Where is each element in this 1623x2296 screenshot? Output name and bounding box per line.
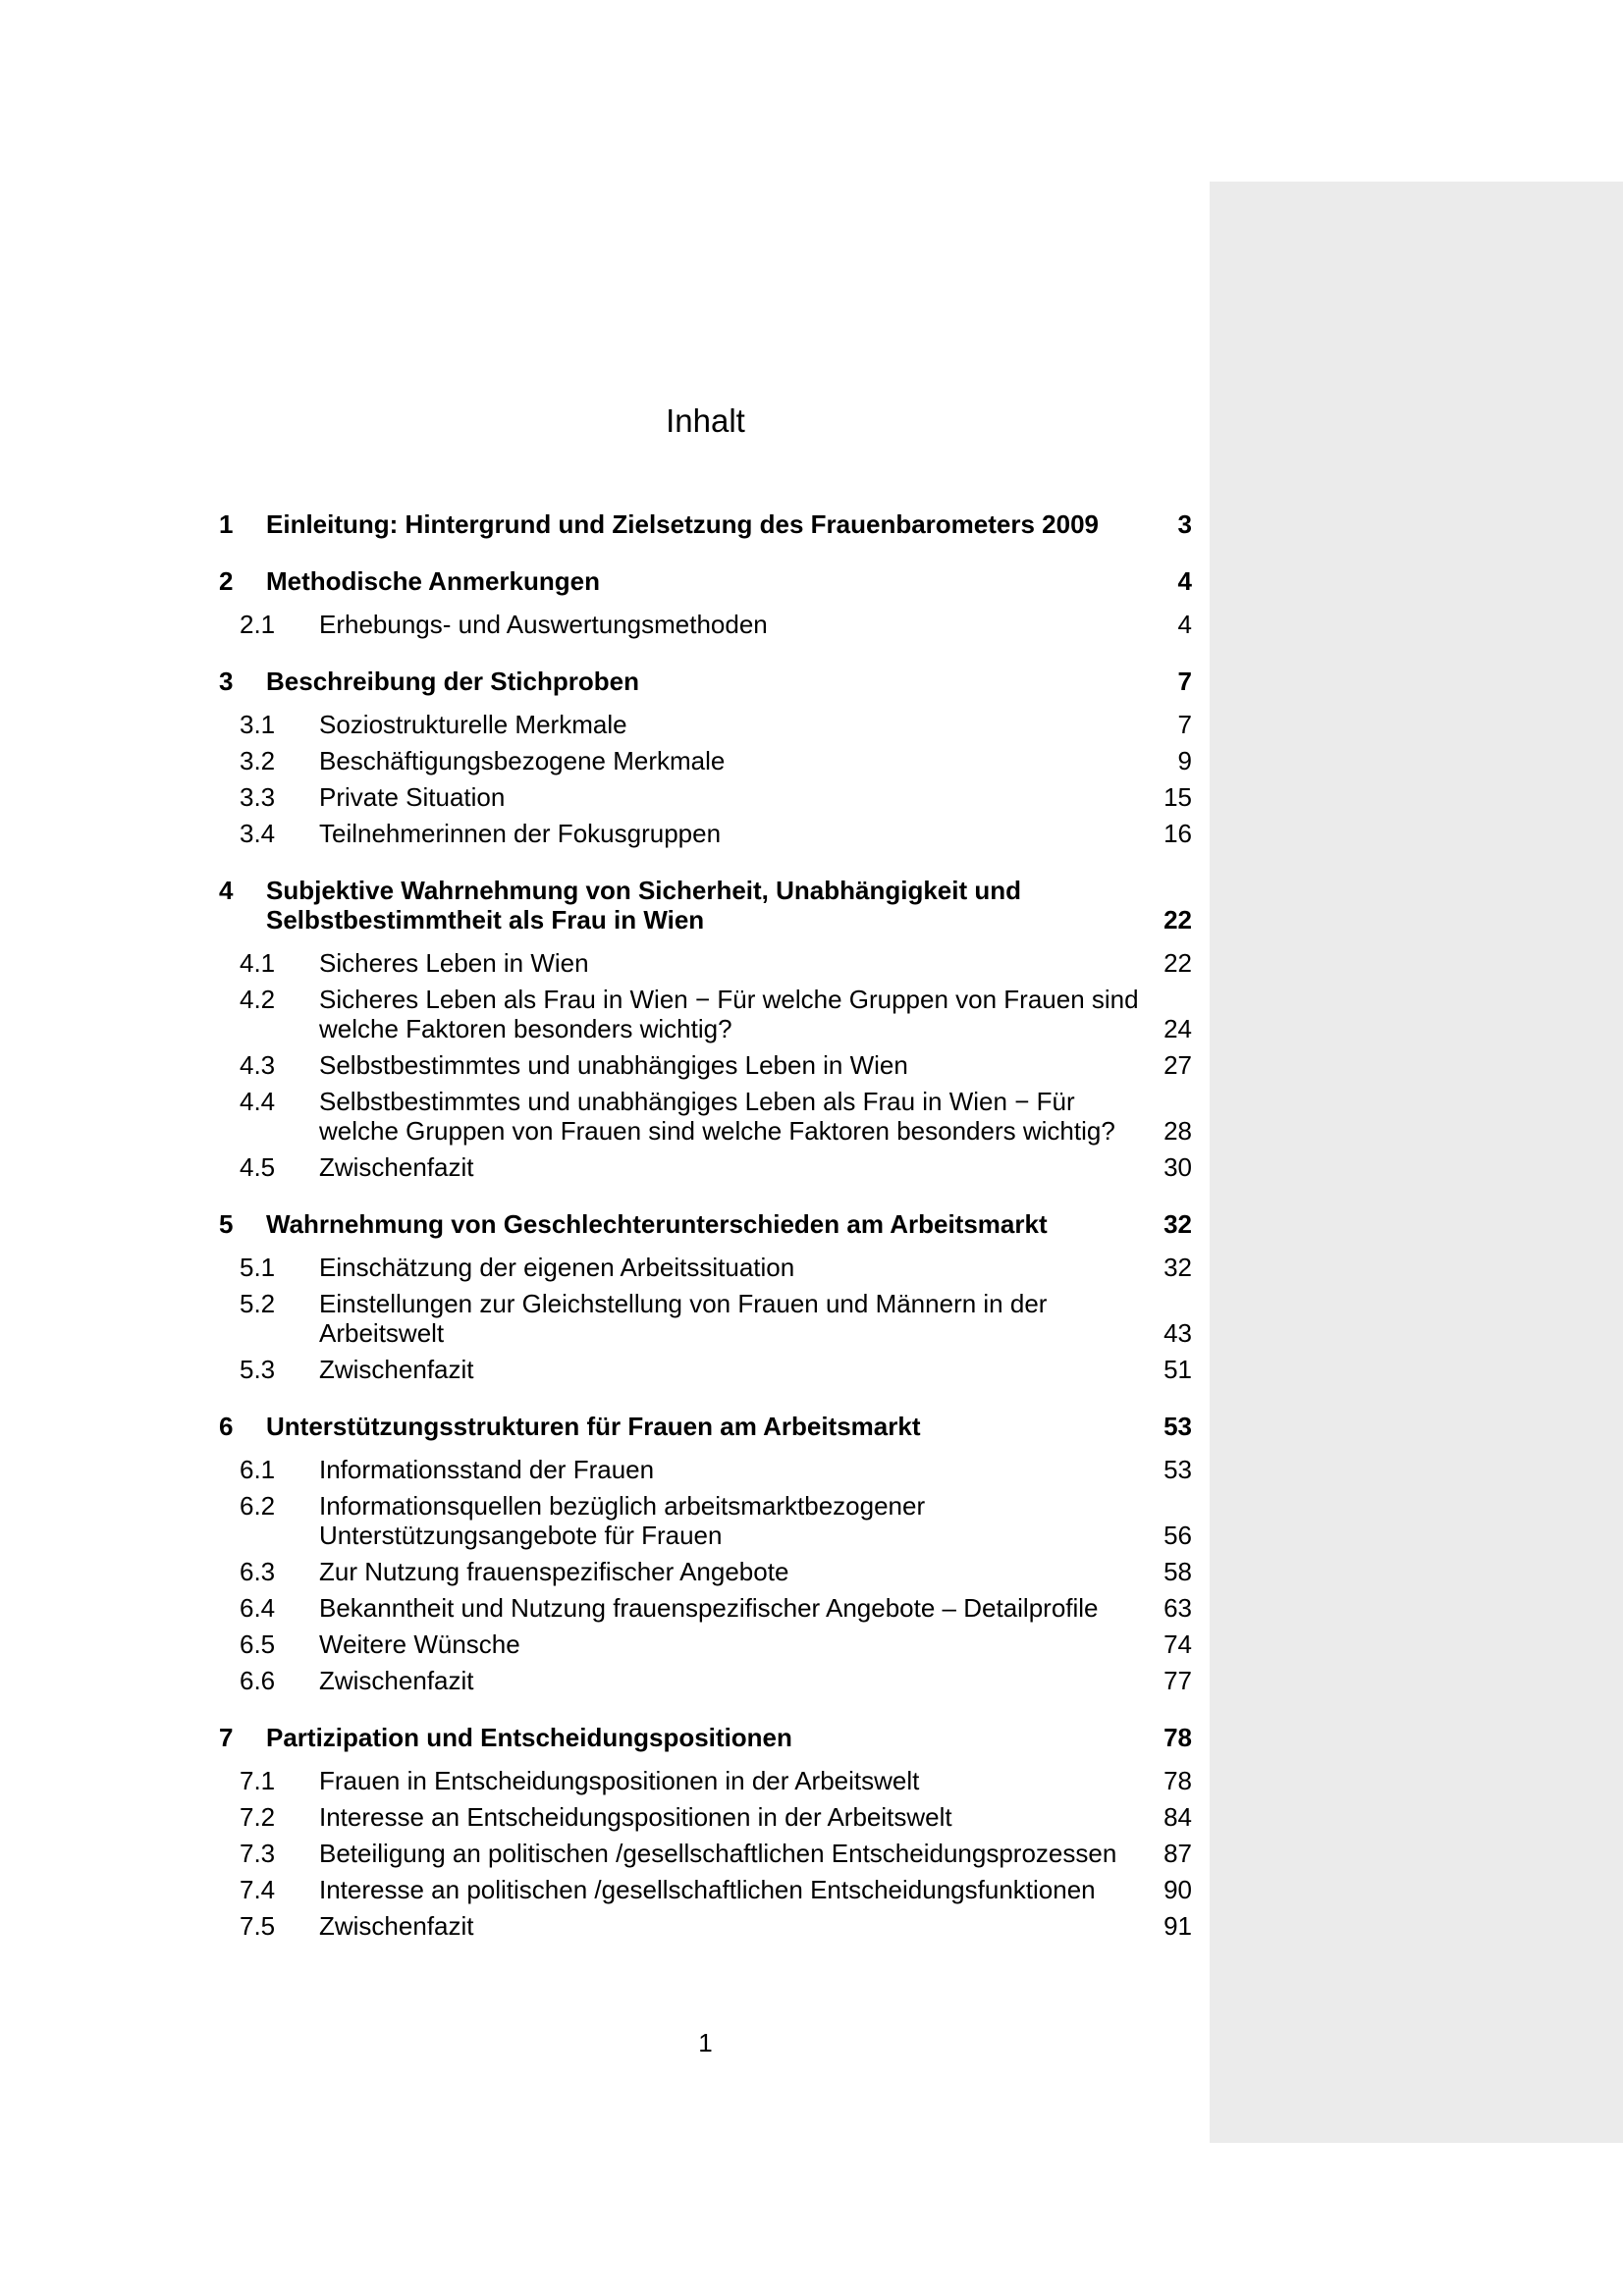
toc-entry-title-line: Interesse an Entscheidungspositionen in der Arbeitswelt bbox=[319, 1802, 952, 1832]
toc-entry-title-line: Wahrnehmung von Geschlechterunterschieden am Arbeitsmarkt bbox=[266, 1209, 1048, 1239]
toc-entry-title-line: Selbstbestimmtes und unabhängiges Leben als Frau in Wien − Für bbox=[319, 1087, 1075, 1116]
toc-entry-page: 87 bbox=[1163, 1839, 1192, 1868]
toc-entry-number: 6.1 bbox=[240, 1455, 276, 1484]
toc-entry-page: 27 bbox=[1163, 1050, 1192, 1080]
toc-entry-title-line: Einschätzung der eigenen Arbeitssituation bbox=[319, 1253, 795, 1282]
toc-section[interactable] bbox=[0, 610, 1623, 639]
toc-entry-number: 6 bbox=[219, 1412, 234, 1441]
toc-entry-title-line: Zwischenfazit bbox=[319, 1666, 474, 1695]
toc-entry-title-line: Sicheres Leben in Wien bbox=[319, 948, 589, 978]
toc-entry-page: 51 bbox=[1163, 1355, 1192, 1384]
toc-entry-number: 3.4 bbox=[240, 819, 276, 848]
toc-entry-page: 53 bbox=[1163, 1412, 1192, 1441]
toc-entry-title bbox=[319, 1289, 1163, 1348]
toc-entry-title-line: Informationsquellen bezüglich arbeitsmarktbezogener bbox=[319, 1491, 926, 1521]
toc-entry-number: 6.2 bbox=[240, 1491, 276, 1521]
toc-entry-page: 53 bbox=[1163, 1455, 1192, 1484]
toc-entry-title bbox=[319, 948, 1163, 978]
toc-entry-number: 3.3 bbox=[240, 782, 276, 812]
toc-entry-title bbox=[319, 1766, 1163, 1795]
toc-entry-title bbox=[319, 746, 1163, 775]
toc-entry-page: 16 bbox=[1163, 819, 1192, 848]
toc-entry-number: 5.3 bbox=[240, 1355, 276, 1384]
toc-entry-title bbox=[266, 876, 1101, 934]
toc-section[interactable] bbox=[0, 782, 1623, 812]
toc-entry-number: 6.3 bbox=[240, 1557, 276, 1586]
toc-chapter[interactable] bbox=[0, 1723, 1623, 1752]
toc-entry-title bbox=[319, 1087, 1163, 1146]
toc-entry-title-line: Weitere Wünsche bbox=[319, 1629, 520, 1659]
toc-entry-title bbox=[319, 819, 1163, 848]
toc-section[interactable] bbox=[0, 1253, 1623, 1282]
toc-chapter[interactable] bbox=[0, 509, 1623, 539]
toc-entry-title-line: Subjektive Wahrnehmung von Sicherheit, Unabhängigkeit und bbox=[266, 876, 1022, 905]
toc-entry-title bbox=[266, 1723, 1101, 1752]
toc-entry-number: 2.1 bbox=[240, 610, 276, 639]
toc-entry-title bbox=[319, 1911, 1163, 1941]
toc-section[interactable] bbox=[0, 710, 1623, 739]
toc-entry-number: 4.1 bbox=[240, 948, 276, 978]
toc-entry-title-line: Selbstbestimmtes und unabhängiges Leben in Wien bbox=[319, 1050, 908, 1080]
toc-entry-title-line: Interesse an politischen /gesellschaftlichen Entscheidungsfunktionen bbox=[319, 1875, 1096, 1904]
toc-entry-page: 32 bbox=[1163, 1209, 1192, 1239]
toc-section[interactable] bbox=[0, 1050, 1623, 1080]
toc-entry-number: 1 bbox=[219, 509, 234, 539]
toc-entry-title-line: Einleitung: Hintergrund und Zielsetzung des Frauenbarometers 2009 bbox=[266, 509, 1100, 539]
toc-entry-title bbox=[319, 1152, 1163, 1182]
toc-entry-page: 78 bbox=[1163, 1766, 1192, 1795]
toc-chapter[interactable] bbox=[0, 566, 1623, 596]
toc-entry-number: 6.6 bbox=[240, 1666, 276, 1695]
toc-entry-title bbox=[266, 566, 1101, 596]
toc-entry-title bbox=[319, 1355, 1163, 1384]
toc-section[interactable] bbox=[0, 1911, 1623, 1941]
toc-section[interactable] bbox=[0, 1152, 1623, 1182]
toc-entry-title bbox=[319, 1802, 1163, 1832]
toc-entry-title bbox=[319, 1557, 1163, 1586]
toc-section[interactable] bbox=[0, 985, 1623, 1043]
toc-entry-title-line: Methodische Anmerkungen bbox=[266, 566, 600, 596]
toc-chapter[interactable] bbox=[0, 1209, 1623, 1239]
toc-section[interactable] bbox=[0, 1355, 1623, 1384]
toc-entry-number: 5 bbox=[219, 1209, 234, 1239]
toc-entry-number: 4.3 bbox=[240, 1050, 276, 1080]
toc-section[interactable] bbox=[0, 1455, 1623, 1484]
toc-entry-title bbox=[319, 1455, 1163, 1484]
toc-chapter[interactable] bbox=[0, 1412, 1623, 1441]
toc-entry-number: 4.4 bbox=[240, 1087, 276, 1116]
toc-entry-title bbox=[319, 1593, 1163, 1623]
toc-entry-title-line: Frauen in Entscheidungspositionen in der Arbeitswelt bbox=[319, 1766, 920, 1795]
toc-entry-page: 22 bbox=[1163, 948, 1192, 978]
toc-entry-title bbox=[266, 1209, 1101, 1239]
toc-entry-title-line: Unterstützungsstrukturen für Frauen am Arbeitsmarkt bbox=[266, 1412, 921, 1441]
toc-entry-title bbox=[319, 610, 1163, 639]
toc-entry-title-line: Partizipation und Entscheidungspositionen bbox=[266, 1723, 792, 1752]
toc-chapter[interactable] bbox=[0, 667, 1623, 696]
toc-section[interactable] bbox=[0, 948, 1623, 978]
toc-section[interactable] bbox=[0, 1666, 1623, 1695]
toc-entry-title-line: Beteiligung an politischen /gesellschaftlichen Entscheidungsprozessen bbox=[319, 1839, 1117, 1868]
toc-entry-number: 4.2 bbox=[240, 985, 276, 1014]
toc-entry-page: 24 bbox=[1163, 1014, 1192, 1043]
toc-entry-page: 22 bbox=[1163, 905, 1192, 934]
toc-entry-page: 32 bbox=[1163, 1253, 1192, 1282]
toc-section[interactable] bbox=[0, 1491, 1623, 1550]
toc-section[interactable] bbox=[0, 1802, 1623, 1832]
toc-entry-title bbox=[319, 1253, 1163, 1282]
toc-entry-number: 4.5 bbox=[240, 1152, 276, 1182]
page-title: Inhalt bbox=[666, 402, 745, 439]
toc-entry-page: 63 bbox=[1163, 1593, 1192, 1623]
toc-entry-page: 7 bbox=[1177, 667, 1192, 696]
toc-entry-title bbox=[319, 985, 1163, 1043]
toc-entry-title bbox=[266, 509, 1101, 539]
toc-entry-title bbox=[319, 1839, 1163, 1868]
toc-entry-title bbox=[319, 1491, 1163, 1550]
toc-entry-title-line: Zur Nutzung frauenspezifischer Angebote bbox=[319, 1557, 789, 1586]
toc-section[interactable] bbox=[0, 1839, 1623, 1868]
toc-entry-title bbox=[319, 710, 1163, 739]
toc-entry-number: 7 bbox=[219, 1723, 234, 1752]
toc-entry-number: 5.2 bbox=[240, 1289, 276, 1318]
toc-section[interactable] bbox=[0, 1629, 1623, 1659]
toc-section[interactable] bbox=[0, 1289, 1623, 1348]
toc-entry-title-line: Informationsstand der Frauen bbox=[319, 1455, 655, 1484]
toc-entry-title-line: Zwischenfazit bbox=[319, 1911, 474, 1941]
toc-entry-number: 3.2 bbox=[240, 746, 276, 775]
toc-section[interactable] bbox=[0, 1087, 1623, 1146]
toc-entry-page: 90 bbox=[1163, 1875, 1192, 1904]
toc-entry-number: 3 bbox=[219, 667, 234, 696]
toc-entry-page: 84 bbox=[1163, 1802, 1192, 1832]
toc-entry-title bbox=[319, 1875, 1163, 1904]
toc-section[interactable] bbox=[0, 1766, 1623, 1795]
toc-entry-page: 78 bbox=[1163, 1723, 1192, 1752]
toc-entry-title-line: Teilnehmerinnen der Fokusgruppen bbox=[319, 819, 722, 848]
toc-entry-page: 77 bbox=[1163, 1666, 1192, 1695]
toc-entry-page: 9 bbox=[1177, 746, 1192, 775]
toc-entry-number: 7.3 bbox=[240, 1839, 276, 1868]
toc-entry-title-line: welche Gruppen von Frauen sind welche Faktoren besonders wichtig? bbox=[319, 1116, 1115, 1146]
toc-entry-title-line: Zwischenfazit bbox=[319, 1152, 474, 1182]
toc-section[interactable] bbox=[0, 819, 1623, 848]
toc-entry-page: 58 bbox=[1163, 1557, 1192, 1586]
toc-entry-page: 7 bbox=[1177, 710, 1192, 739]
toc-entry-page: 56 bbox=[1163, 1521, 1192, 1550]
toc-entry-title-line: Erhebungs- und Auswertungsmethoden bbox=[319, 610, 768, 639]
toc-entry-page: 43 bbox=[1163, 1318, 1192, 1348]
toc-entry-title-line: Selbstbestimmtheit als Frau in Wien bbox=[266, 905, 705, 934]
toc-entry-page: 91 bbox=[1163, 1911, 1192, 1941]
toc-entry-title-line: Soziostrukturelle Merkmale bbox=[319, 710, 627, 739]
toc-entry-title bbox=[266, 1412, 1101, 1441]
toc-entry-title-line: welche Faktoren besonders wichtig? bbox=[319, 1014, 732, 1043]
toc-entry-title-line: Beschäftigungsbezogene Merkmale bbox=[319, 746, 726, 775]
toc-entry-page: 30 bbox=[1163, 1152, 1192, 1182]
toc-entry-number: 2 bbox=[219, 566, 234, 596]
toc-entry-page: 28 bbox=[1163, 1116, 1192, 1146]
toc-entry-title-line: Unterstützungsangebote für Frauen bbox=[319, 1521, 723, 1550]
toc-entry-title bbox=[319, 1666, 1163, 1695]
toc-entry-title bbox=[319, 782, 1163, 812]
toc-entry-number: 6.4 bbox=[240, 1593, 276, 1623]
toc-entry-page: 74 bbox=[1163, 1629, 1192, 1659]
toc-entry-number: 3.1 bbox=[240, 710, 276, 739]
toc-entry-title-line: Arbeitswelt bbox=[319, 1318, 445, 1348]
page-number: 1 bbox=[698, 2028, 713, 2057]
toc-entry-number: 7.5 bbox=[240, 1911, 276, 1941]
toc-entry-page: 15 bbox=[1163, 782, 1192, 812]
toc-chapter[interactable] bbox=[0, 876, 1623, 934]
toc-entry-number: 7.4 bbox=[240, 1875, 276, 1904]
toc-entry-page: 4 bbox=[1177, 610, 1192, 639]
toc-section[interactable] bbox=[0, 1875, 1623, 1904]
toc-section[interactable] bbox=[0, 1593, 1623, 1623]
toc-entry-page: 3 bbox=[1177, 509, 1192, 539]
toc-entry-title-line: Beschreibung der Stichproben bbox=[266, 667, 639, 696]
toc-entry-title-line: Private Situation bbox=[319, 782, 506, 812]
toc-entry-page: 4 bbox=[1177, 566, 1192, 596]
toc-section[interactable] bbox=[0, 746, 1623, 775]
toc-entry-title-line: Zwischenfazit bbox=[319, 1355, 474, 1384]
toc-entry-number: 7.2 bbox=[240, 1802, 276, 1832]
toc-entry-number: 7.1 bbox=[240, 1766, 276, 1795]
toc-entry-number: 6.5 bbox=[240, 1629, 276, 1659]
toc-entry-number: 5.1 bbox=[240, 1253, 276, 1282]
toc-entry-title bbox=[266, 667, 1101, 696]
toc-entry-title-line: Bekanntheit und Nutzung frauenspezifischer Angebote – Detailprofile bbox=[319, 1593, 1099, 1623]
toc-entry-title-line: Einstellungen zur Gleichstellung von Frauen und Männern in der bbox=[319, 1289, 1048, 1318]
toc-entry-title bbox=[319, 1050, 1163, 1080]
toc-entry-number: 4 bbox=[219, 876, 234, 905]
toc-entry-title-line: Sicheres Leben als Frau in Wien − Für welche Gruppen von Frauen sind bbox=[319, 985, 1139, 1014]
toc-section[interactable] bbox=[0, 1557, 1623, 1586]
toc-entry-title bbox=[319, 1629, 1163, 1659]
